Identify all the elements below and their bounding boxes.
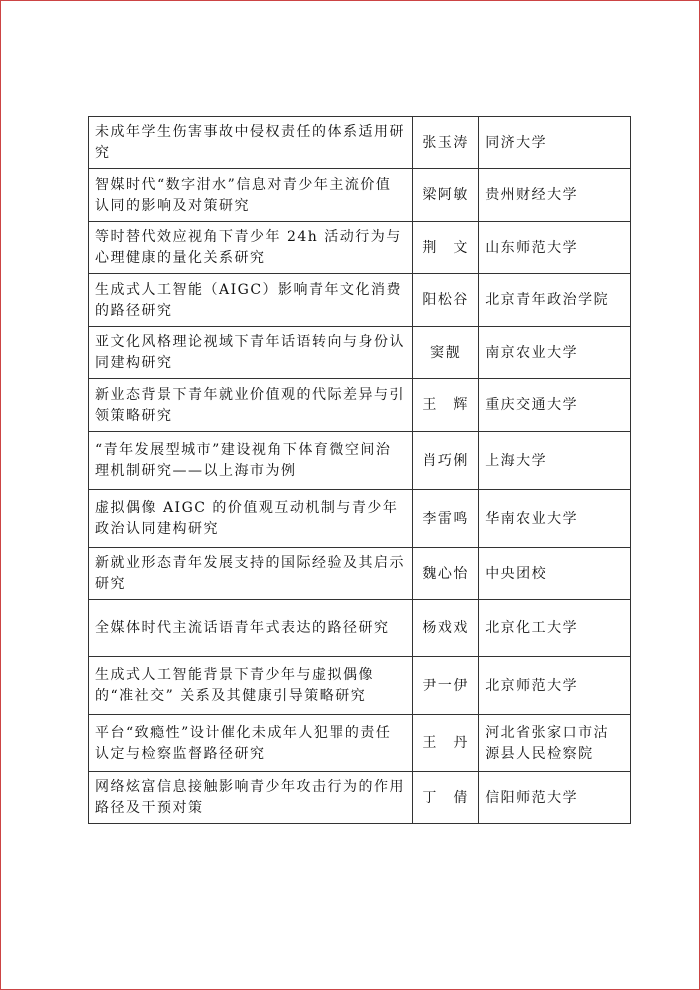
table-row [89,222,631,274]
project-title: 平台“致瘾性”设计催化未成年人犯罪的责任认定与检察监督路径研究 [89,715,413,772]
author-name: 王 丹 [412,715,478,772]
table-row [89,274,631,327]
table-row [89,490,631,548]
table-row [89,772,631,824]
project-title: 新业态背景下青年就业价值观的代际差异与引领策略研究 [89,379,413,432]
table-row [89,169,631,222]
project-title: 新就业形态青年发展支持的国际经验及其启示研究 [89,548,413,600]
institution-name: 北京师范大学 [479,657,631,715]
project-title: “青年发展型城市”建设视角下体育微空间治理机制研究——以上海市为例 [89,432,413,490]
table-row [89,548,631,600]
institution-name: 重庆交通大学 [479,379,631,432]
project-table [88,116,631,824]
project-title: 未成年学生伤害事故中侵权责任的体系适用研究 [89,117,413,169]
author-name: 梁阿敏 [412,169,478,222]
project-title: 等时替代效应视角下青少年 24h 活动行为与心理健康的量化关系研究 [89,222,413,274]
institution-name: 北京化工大学 [479,600,631,657]
institution-name: 华南农业大学 [479,490,631,548]
institution-name: 山东师范大学 [479,222,631,274]
table-row [89,117,631,169]
institution-name: 南京农业大学 [479,327,631,379]
project-title: 生成式人工智能（AIGC）影响青年文化消费的路径研究 [89,274,413,327]
author-name: 杨戏戏 [412,600,478,657]
institution-name: 北京青年政治学院 [479,274,631,327]
author-name: 张玉涛 [412,117,478,169]
institution-name: 中央团校 [479,548,631,600]
author-name: 肖巧俐 [412,432,478,490]
project-title: 全媒体时代主流话语青年式表达的路径研究 [89,600,413,657]
institution-name: 信阳师范大学 [479,772,631,824]
author-name: 阳松谷 [412,274,478,327]
institution-name: 上海大学 [479,432,631,490]
project-title: 生成式人工智能背景下青少年与虚拟偶像的“准社交” 关系及其健康引导策略研究 [89,657,413,715]
author-name: 荆 文 [412,222,478,274]
institution-name: 河北省张家口市沽源县人民检察院 [479,715,631,772]
institution-name: 同济大学 [479,117,631,169]
table-row [89,327,631,379]
author-name: 王 辉 [412,379,478,432]
project-title: 网络炫富信息接触影响青少年攻击行为的作用路径及干预对策 [89,772,413,824]
table-row [89,379,631,432]
author-name: 李雷鸣 [412,490,478,548]
table-row [89,715,631,772]
project-title: 智媒时代“数字泔水”信息对青少年主流价值认同的影响及对策研究 [89,169,413,222]
author-name: 窦靓 [412,327,478,379]
table-row [89,432,631,490]
project-title: 虚拟偶像 AIGC 的价值观互动机制与青少年政治认同建构研究 [89,490,413,548]
author-name: 尹一伊 [412,657,478,715]
institution-name: 贵州财经大学 [479,169,631,222]
author-name: 丁 倩 [412,772,478,824]
table-row [89,600,631,657]
author-name: 魏心怡 [412,548,478,600]
table-row [89,657,631,715]
project-title: 亚文化风格理论视域下青年话语转向与身份认同建构研究 [89,327,413,379]
